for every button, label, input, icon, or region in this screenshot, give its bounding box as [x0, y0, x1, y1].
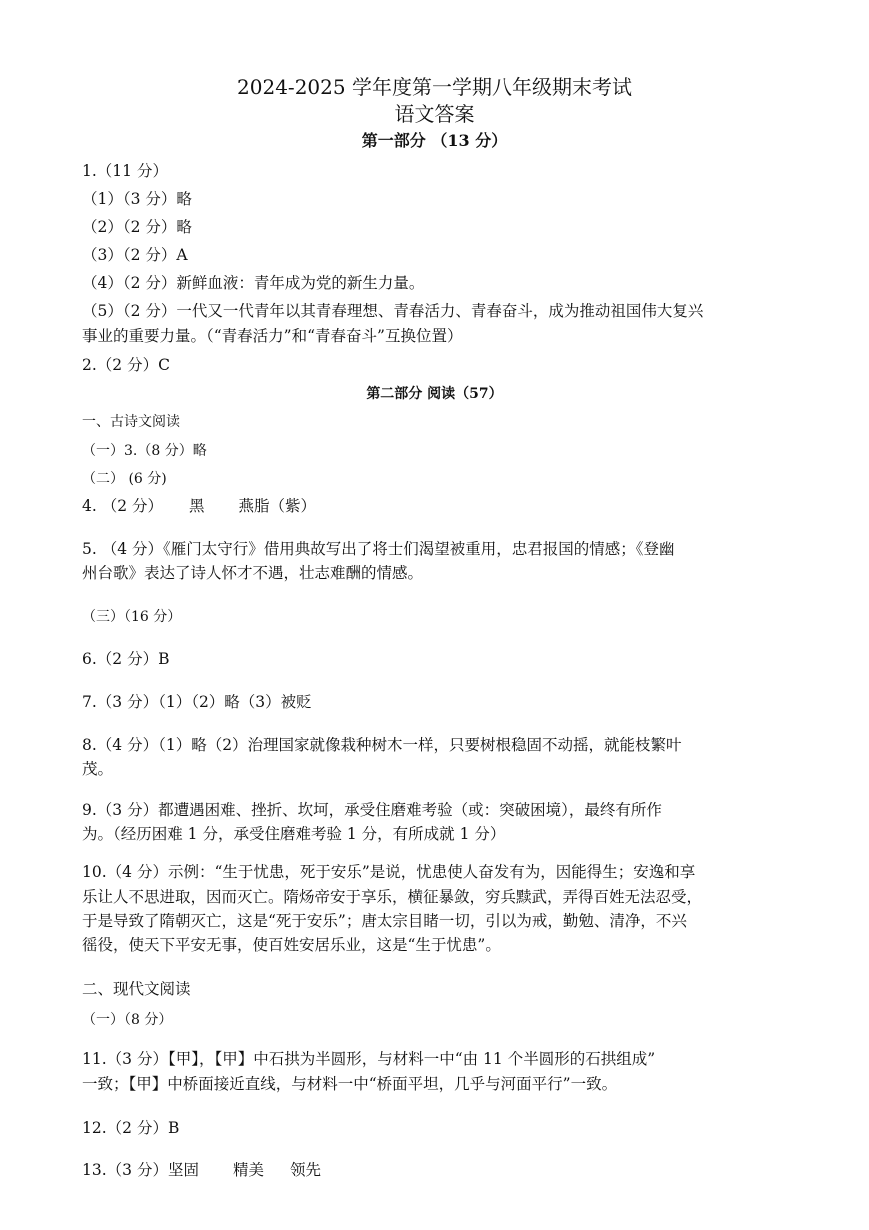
q1-3: （3）（2 分）A	[82, 246, 188, 264]
q10-line4: 徭役，使天下平安无事，使百姓安居乐业，这是“生于忧患”。	[82, 936, 501, 954]
q5-line1: 5. （4 分）《雁门太守行》借用典故写出了将士们渴望被重用，忠君报国的情感；《登幽	[82, 540, 675, 558]
q9-line2: 为。（经历困难 1 分，承受住磨难考验 1 分，有所成就 1 分）	[82, 825, 506, 843]
sub1-q3: （一）3.（8 分）略	[82, 443, 207, 459]
q4-answer2: 燕脂（紫）	[238, 497, 317, 515]
q1: 1.（11 分）	[82, 162, 168, 180]
section1-heading: 一、古诗文阅读	[82, 414, 180, 430]
q6: 6.（2 分）B	[82, 650, 170, 668]
q12: 12.（2 分）B	[82, 1119, 180, 1137]
q13-answer1: 坚固	[167, 1161, 199, 1179]
section2-heading: 二、现代文阅读	[82, 980, 191, 998]
q1-5-line1: （5）（2 分）一代又一代青年以其青春理想、青春活力、青春奋斗，成为推动祖国伟大复兴	[82, 302, 704, 320]
q11-line2: 一致；【甲】中桥面接近直线，与材料一中“桥面平坦，几乎与河面平行”一致。	[82, 1075, 618, 1093]
exam-subtitle: 语文答案	[394, 102, 475, 126]
q9-line1: 9.（3 分）都遭遇困难、挫折、坎坷，承受住磨难考验（或：突破困境），最终有所作	[82, 801, 662, 819]
part1-heading: 第一部分 （13 分）	[361, 131, 508, 150]
q8-line1: 8.（4 分）（1）略（2）治理国家就像栽种树木一样，只要树根稳固不动摇，就能枝繁叶	[82, 736, 682, 754]
sub2-heading: （二） (6 分)	[82, 471, 167, 487]
q1-4: （4）（2 分）新鲜血液：青年成为党的新生力量。	[82, 274, 425, 292]
exam-title: 2024-2025 学年度第一学期八年级期末考试	[237, 75, 632, 99]
q8-line2: 茂。	[82, 760, 114, 778]
q10-line2: 乐让人不思进取，因而灭亡。隋炀帝安于享乐，横征暴敛，穷兵黩武，弄得百姓无法忍受，	[82, 888, 703, 906]
q4-prefix: 4. （2 分）	[82, 497, 164, 515]
q1-1: （1）（3 分）略	[82, 190, 192, 208]
q13-answer2: 精美	[232, 1161, 264, 1179]
q13-answer3: 领先	[289, 1161, 321, 1179]
q10-line1: 10.（4 分）示例：“生于忧患，死于安乐”是说，忧患使人奋发有为，因能得生；安逸和享	[82, 863, 696, 881]
q4-answer1: 黑	[189, 497, 205, 515]
q10-line3: 于是导致了隋朝灭亡，这是“死于安乐”；唐太宗目睹一切，引以为戒，勤勉、清净，不兴	[82, 912, 687, 930]
q7: 7.（3 分）（1）（2）略（3）被贬	[82, 693, 312, 711]
q13	[82, 1159, 321, 1181]
q5-line2: 州台歌》表达了诗人怀才不遇，壮志难酬的情感。	[82, 564, 424, 582]
part2-heading: 第二部分 阅读（57）	[366, 386, 503, 402]
sub3-heading: （三）（16 分）	[82, 609, 182, 625]
q1-5-line2: 事业的重要力量。（“青春活力”和“青春奋斗”互换位置）	[82, 327, 463, 345]
sub4-heading: （一）（8 分）	[82, 1012, 173, 1028]
q13-prefix: 13.（3 分）	[82, 1161, 168, 1179]
q4	[82, 495, 316, 517]
q1-2: （2）（2 分）略	[82, 218, 192, 236]
q2: 2.（2 分）C	[82, 356, 170, 374]
q11-line1: 11.（3 分）【甲】，【甲】中石拱为半圆形，与材料一中“由 11 个半圆形的石拱组成”	[82, 1050, 656, 1068]
